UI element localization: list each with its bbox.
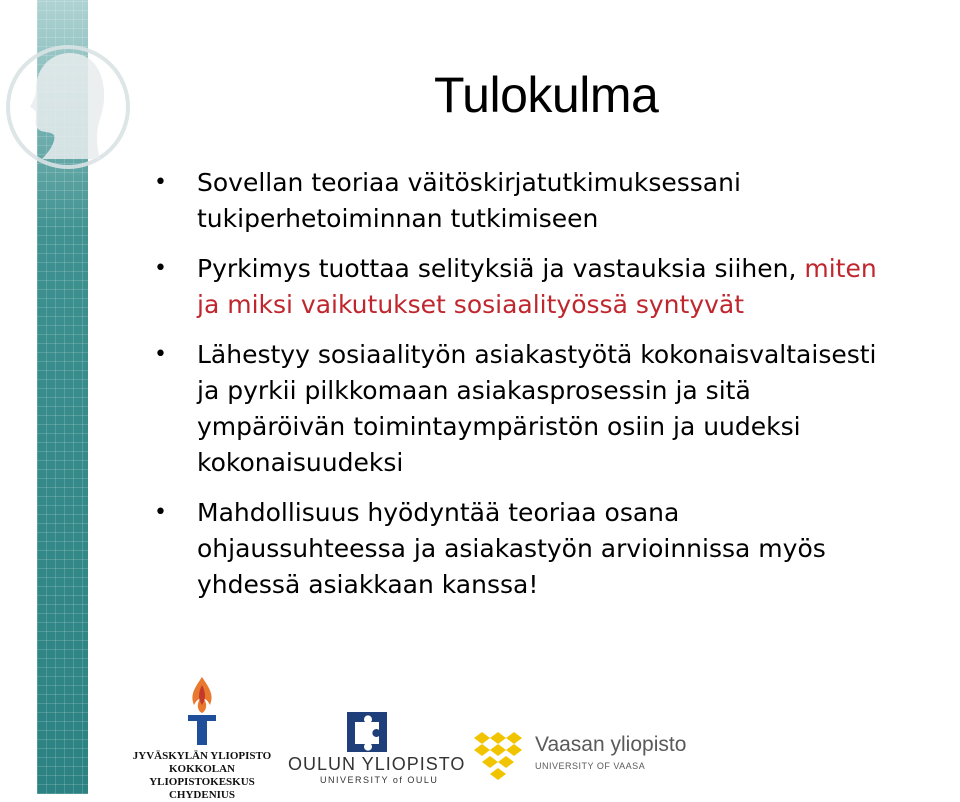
bullet-line: ohjaussuhteessa ja asiakastyön arvioinnissa myös xyxy=(197,534,826,563)
jyu-line: JYVÄSKYLÄN YLIOPISTO xyxy=(132,750,272,762)
bullet-line: kokonaisuudeksi xyxy=(197,448,404,477)
portrait-medallion-icon xyxy=(0,35,130,180)
bullet-line: ja pyrkii pilkkomaan asiakasprosessin ja sitä xyxy=(197,376,751,405)
bullet-item xyxy=(154,495,960,603)
logo-row xyxy=(0,670,960,801)
bullet-list xyxy=(154,165,960,617)
bullet-line: yhdessä asiakkaan kanssa! xyxy=(197,570,539,599)
highlight-text: ja miksi vaikutukset sosiaalityössä syntyvät xyxy=(197,290,745,319)
bullet-line: Lähestyy sosiaalityön asiakastyötä kokonaisvaltaisesti xyxy=(197,340,877,369)
vaasa-logo-name: Vaasan yliopisto xyxy=(535,733,687,756)
slide-title: Tulokulma xyxy=(434,67,659,123)
heart-mosaic-icon xyxy=(470,728,526,784)
oulu-logo-sub: UNIVERSITY of OULU xyxy=(320,775,439,785)
bullet-item xyxy=(154,251,960,323)
bullet-line: ympäröivän toimintaympäristön osiin ja uudeksi xyxy=(197,412,801,441)
torch-icon xyxy=(180,675,224,747)
bullet-icon: • xyxy=(154,500,167,525)
highlight-text: miten xyxy=(804,254,877,283)
bullet-item xyxy=(154,165,960,237)
bullet-item xyxy=(154,337,960,481)
bullet-line: Sovellan teoriaa väitöskirjatutkimuksessani xyxy=(197,168,741,197)
jyu-logo-text xyxy=(122,750,282,802)
bullet-icon: • xyxy=(154,342,167,367)
bullet-line: tukiperhetoiminnan tutkimiseen xyxy=(197,204,599,233)
oulu-logo-name: OULUN YLIOPISTO xyxy=(288,754,466,774)
jyu-line: CHYDENIUS xyxy=(168,789,235,801)
jyu-line: KOKKOLAN YLIOPISTOKESKUS xyxy=(149,763,255,788)
bullet-line: Mahdollisuus hyödyntää teoriaa osana xyxy=(197,498,680,527)
bullet-icon: • xyxy=(154,170,167,195)
bullet-line xyxy=(197,251,960,287)
puzzle-icon xyxy=(347,712,387,752)
bullet-icon: • xyxy=(154,256,167,281)
bullet-text: Pyrkimys tuottaa selityksiä ja vastauksia siihen, xyxy=(197,254,797,283)
vaasa-logo-sub: UNIVERSITY OF VAASA xyxy=(535,761,646,771)
